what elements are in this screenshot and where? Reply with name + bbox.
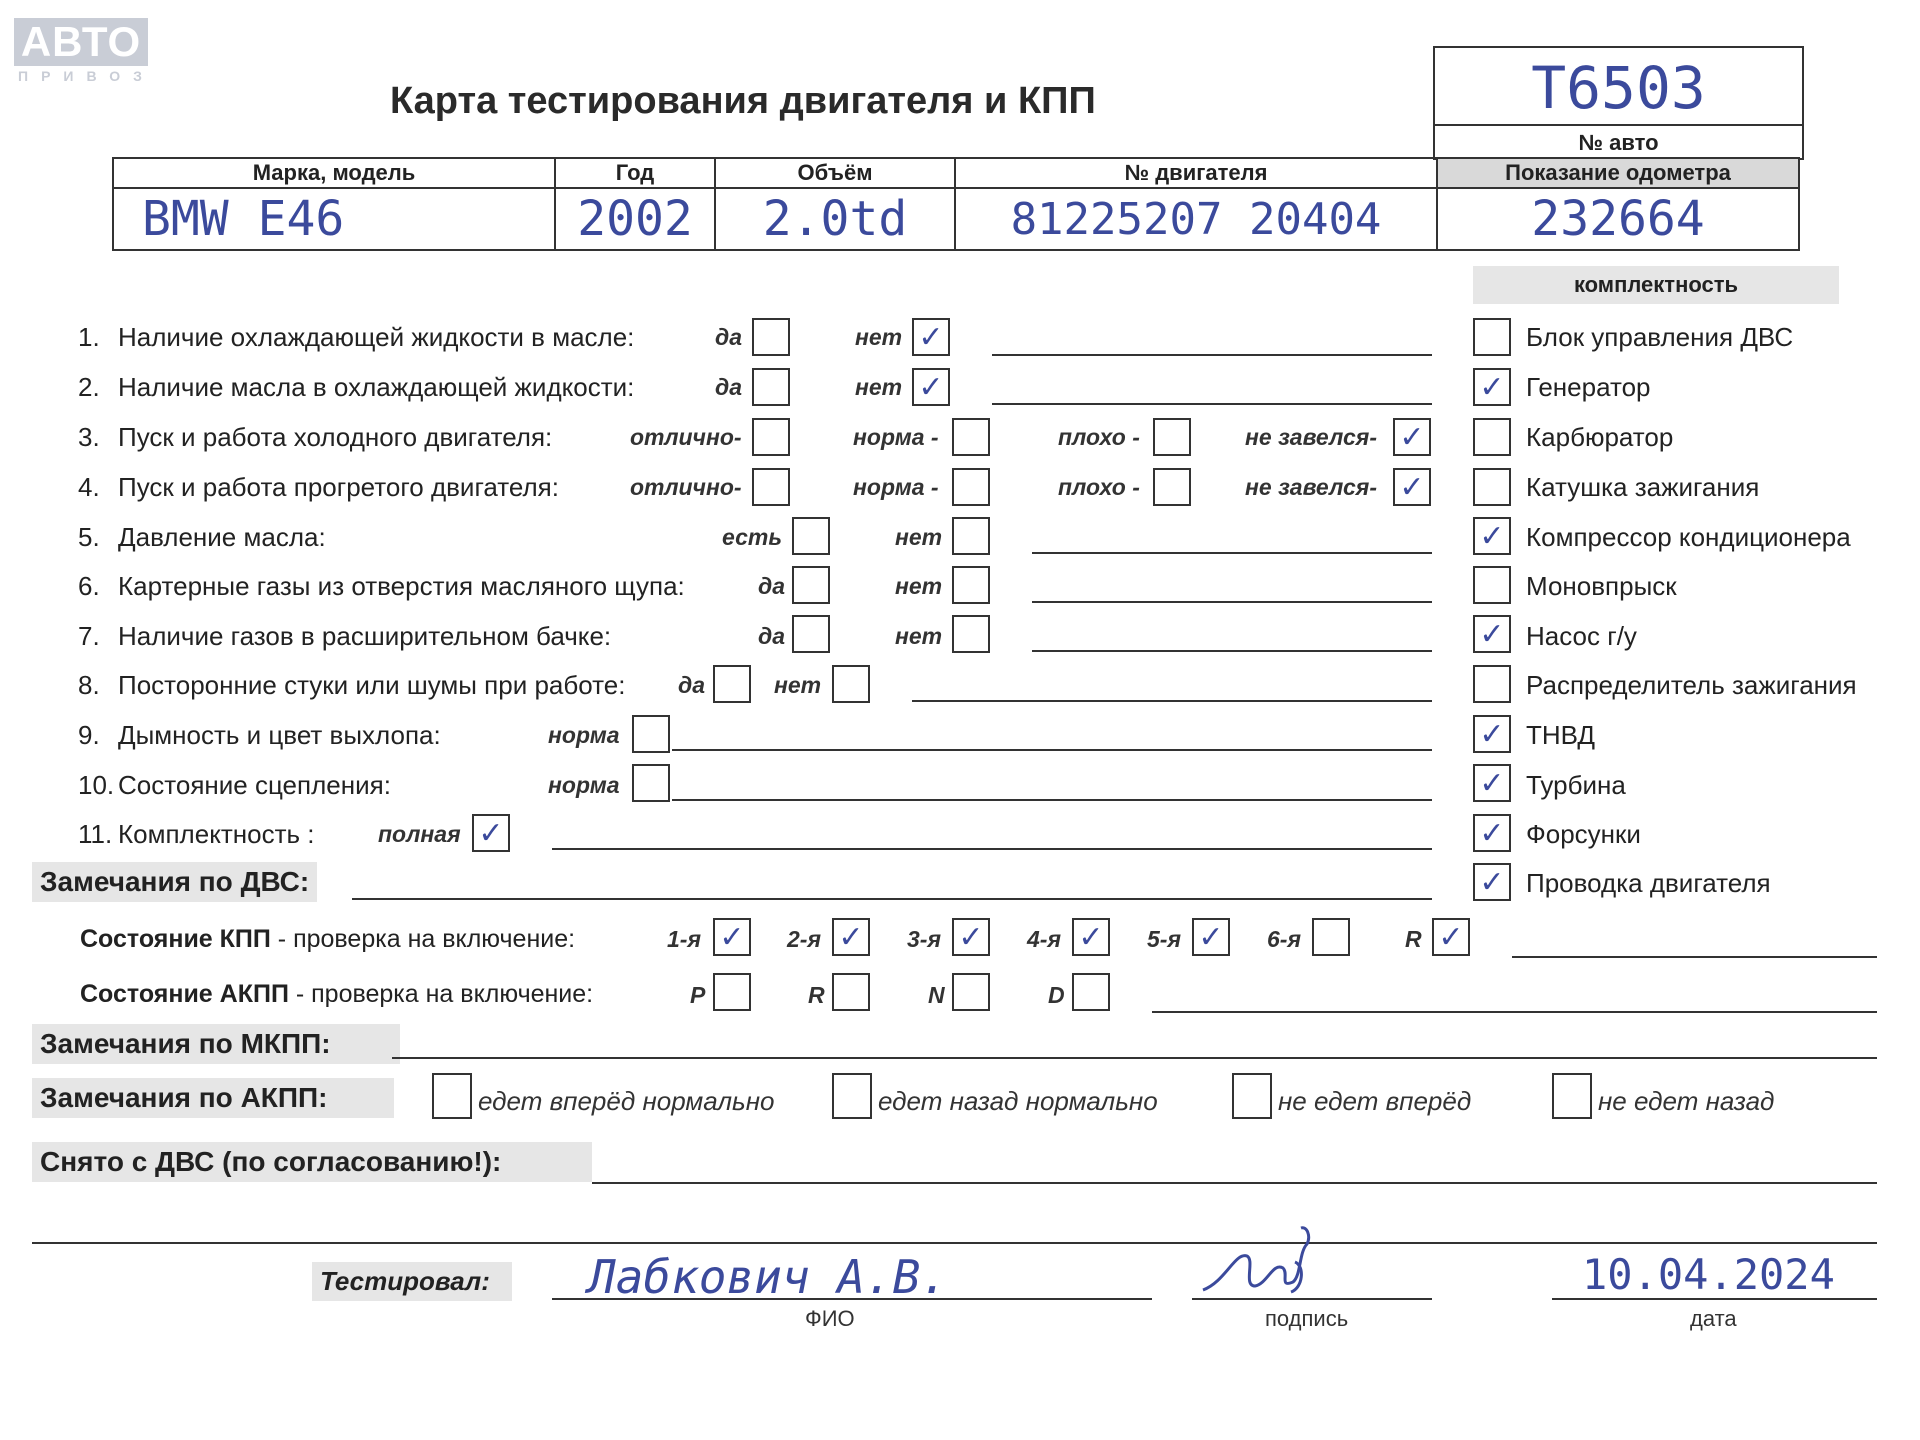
remark-line[interactable] — [992, 403, 1432, 405]
option-label: не завелся- — [1245, 474, 1377, 500]
question-text: Комплектность : — [118, 819, 315, 849]
option-label: нет — [895, 524, 943, 550]
checkbox[interactable] — [432, 1073, 472, 1119]
option-label: не завелся- — [1245, 424, 1377, 450]
option-label: да — [678, 672, 706, 698]
akpp-remark-option: едет назад нормально — [878, 1086, 1158, 1116]
akpp-label: Состояние АКПП - проверка на включение: — [80, 980, 594, 1008]
checkbox[interactable]: ✓ — [1473, 517, 1511, 555]
komplekt-item-label: ТНВД — [1526, 720, 1596, 750]
akpp-mode-label: N — [928, 982, 945, 1008]
signature-caption: подпись — [1265, 1306, 1349, 1331]
checkbox[interactable] — [952, 973, 990, 1011]
date-caption: дата — [1690, 1306, 1737, 1331]
remarks-akpp-label: Замечания по АКПП: — [32, 1078, 394, 1118]
option-label: нет — [855, 324, 903, 350]
question-number: 1. — [78, 322, 100, 352]
checkbox[interactable] — [632, 715, 670, 753]
checkbox[interactable] — [1312, 918, 1350, 956]
remark-line[interactable] — [1032, 552, 1432, 554]
value-year: 2002 — [555, 188, 715, 250]
checkbox[interactable] — [952, 418, 990, 456]
option-label: нет — [895, 623, 943, 649]
header-year: Год — [555, 158, 715, 188]
question-text: Наличие охлаждающей жидкости в масле: — [118, 322, 635, 352]
checkbox[interactable]: ✓ — [713, 918, 751, 956]
checkbox[interactable]: ✓ — [912, 318, 950, 356]
option-label: норма - — [853, 424, 939, 450]
checkbox[interactable]: ✓ — [1393, 468, 1431, 506]
option-label: нет — [895, 573, 943, 599]
komplekt-item-label: Карбюратор — [1526, 422, 1674, 452]
question-number: 5. — [78, 522, 100, 552]
option-label: норма — [548, 722, 620, 748]
checkbox[interactable]: ✓ — [472, 814, 510, 852]
checkbox[interactable]: ✓ — [952, 918, 990, 956]
gear-label: 1-я — [667, 926, 701, 952]
question-number: 7. — [78, 621, 100, 651]
checkbox[interactable] — [832, 1073, 872, 1119]
value-make-model: BMW E46 — [113, 188, 555, 250]
checkbox[interactable] — [1473, 318, 1511, 356]
checkbox[interactable]: ✓ — [1473, 615, 1511, 653]
kpp-label: Состояние КПП - проверка на включение: — [80, 925, 576, 953]
value-engine-number: 81225207 20404 — [955, 188, 1437, 250]
option-label: есть — [722, 524, 782, 550]
komplekt-item-label: Моновпрыск — [1526, 571, 1677, 601]
header-engine-number: № двигателя — [955, 158, 1437, 188]
checkbox[interactable] — [1473, 418, 1511, 456]
checkbox[interactable] — [832, 973, 870, 1011]
option-label: нет — [855, 374, 903, 400]
checkbox[interactable]: ✓ — [912, 368, 950, 406]
logo-subtitle: ПРИВОЗ — [18, 68, 155, 84]
remark-line[interactable] — [1032, 601, 1432, 603]
gear-label: 5-я — [1147, 926, 1181, 952]
checkbox[interactable] — [752, 418, 790, 456]
date-value: 10.04.2024 — [1582, 1250, 1835, 1299]
option-label: отлично- — [630, 474, 742, 500]
akpp-mode-label: P — [690, 982, 706, 1008]
checkbox[interactable] — [1473, 665, 1511, 703]
gear-label: 4-я — [1027, 926, 1061, 952]
question-number: 4. — [78, 472, 100, 502]
gear-label: 6-я — [1267, 926, 1301, 952]
page-title: Карта тестирования двигателя и КПП — [390, 80, 1096, 122]
checkbox[interactable]: ✓ — [1393, 418, 1431, 456]
checkbox[interactable] — [752, 318, 790, 356]
komplekt-item-label: Генератор — [1526, 372, 1651, 402]
question-text: Посторонние стуки или шумы при работе: — [118, 670, 626, 700]
remark-line[interactable] — [552, 848, 1432, 850]
option-label: норма - — [853, 474, 939, 500]
question-number: 9. — [78, 720, 100, 750]
fio-caption: ФИО — [805, 1306, 855, 1331]
checkbox[interactable] — [752, 368, 790, 406]
question-text: Давление масла: — [118, 522, 326, 552]
checkbox[interactable]: ✓ — [1473, 368, 1511, 406]
checkbox[interactable] — [832, 665, 870, 703]
checkbox[interactable] — [632, 764, 670, 802]
checkbox[interactable] — [1473, 566, 1511, 604]
question-text: Картерные газы из отверстия масляного щупа: — [118, 571, 685, 601]
checkbox[interactable] — [1552, 1073, 1592, 1119]
checkbox[interactable]: ✓ — [1473, 814, 1511, 852]
akpp-remark-option: не едет вперёд — [1278, 1086, 1472, 1116]
checkbox[interactable] — [792, 517, 830, 555]
question-number: 2. — [78, 372, 100, 402]
question-text: Наличие газов в расширительном бачке: — [118, 621, 612, 651]
removed-line-2[interactable] — [32, 1242, 1877, 1244]
checkbox[interactable]: ✓ — [832, 918, 870, 956]
header-volume: Объём — [715, 158, 955, 188]
question-number: 10. — [78, 770, 115, 800]
option-label: плохо - — [1058, 474, 1140, 500]
question-number: 11. — [78, 819, 113, 849]
checkbox[interactable] — [1153, 468, 1191, 506]
gear-label: R — [1405, 926, 1422, 952]
checkbox[interactable] — [1072, 973, 1110, 1011]
checkbox[interactable] — [752, 468, 790, 506]
tested-by-label: Тестировал: — [312, 1262, 512, 1301]
checkbox[interactable]: ✓ — [1473, 764, 1511, 802]
checkbox[interactable] — [952, 615, 990, 653]
checkbox[interactable] — [952, 566, 990, 604]
question-number: 3. — [78, 422, 100, 452]
akpp-remark-option: не едет назад — [1598, 1086, 1775, 1116]
checkbox[interactable] — [713, 973, 751, 1011]
checkbox[interactable] — [792, 615, 830, 653]
komplekt-item-label: Катушка зажигания — [1526, 472, 1760, 502]
option-label: плохо - — [1058, 424, 1140, 450]
checkbox[interactable]: ✓ — [1192, 918, 1230, 956]
remark-line[interactable] — [912, 700, 1432, 702]
question-number: 8. — [78, 670, 100, 700]
option-label: нет — [774, 672, 822, 698]
date-line[interactable] — [1552, 1298, 1877, 1300]
question-number: 6. — [78, 571, 100, 601]
option-label: да — [715, 324, 743, 350]
option-label: отлично- — [630, 424, 742, 450]
signature — [1195, 1222, 1355, 1302]
checkbox[interactable] — [1473, 468, 1511, 506]
checkbox[interactable]: ✓ — [1432, 918, 1470, 956]
gear-label: 2-я — [787, 926, 821, 952]
remarks-dvs-line[interactable] — [352, 898, 1432, 900]
checkbox[interactable]: ✓ — [1473, 863, 1511, 901]
header-odometer: Показание одометра — [1437, 158, 1799, 188]
option-label: да — [715, 374, 743, 400]
fio-value: Лабкович А.В. — [588, 1250, 949, 1304]
komplekt-item-label: Компрессор кондиционера — [1526, 522, 1851, 552]
removed-line[interactable] — [592, 1182, 1877, 1184]
option-label: норма — [548, 772, 620, 798]
kpp-remark-line[interactable] — [1512, 956, 1877, 958]
removed-from-dvs-label: Снято с ДВС (по согласованию!): — [32, 1142, 592, 1182]
akpp-mode-label: D — [1048, 982, 1065, 1008]
remarks-mkpp-label: Замечания по МКПП: — [32, 1024, 400, 1064]
value-volume: 2.0td — [715, 188, 955, 250]
akpp-remark-option: едет вперёд нормально — [478, 1086, 775, 1116]
checkbox[interactable] — [952, 468, 990, 506]
question-text: Наличие масла в охлаждающей жидкости: — [118, 372, 635, 402]
remarks-dvs-label: Замечания по ДВС: — [32, 862, 317, 902]
checkbox[interactable]: ✓ — [1072, 918, 1110, 956]
remark-line[interactable] — [992, 354, 1432, 356]
auto-number-label: № авто — [1578, 130, 1659, 155]
komplekt-item-label: Проводка двигателя — [1526, 868, 1771, 898]
option-label: полная — [378, 821, 461, 847]
auto-number-value: T6503 — [1531, 54, 1706, 122]
checkbox[interactable] — [792, 566, 830, 604]
remark-line[interactable] — [672, 799, 1432, 801]
question-text: Дымность и цвет выхлопа: — [118, 720, 441, 750]
question-text: Пуск и работа холодного двигателя: — [118, 422, 553, 452]
komplekt-item-label: Форсунки — [1526, 819, 1641, 849]
komplektnost-header: комплектность — [1473, 266, 1839, 304]
header-make-model: Марка, модель — [113, 158, 555, 188]
gear-label: 3-я — [907, 926, 941, 952]
akpp-remark-line[interactable] — [1152, 1011, 1877, 1013]
checkbox[interactable] — [713, 665, 751, 703]
komplekt-item-label: Насос г/у — [1526, 621, 1637, 651]
remark-line[interactable] — [1032, 650, 1432, 652]
auto-number-box — [1433, 46, 1804, 160]
komplekt-item-label: Распределитель зажигания — [1526, 670, 1857, 700]
akpp-mode-label: R — [808, 982, 825, 1008]
fio-line[interactable] — [552, 1298, 1152, 1300]
komplekt-item-label: Блок управления ДВС — [1526, 322, 1794, 352]
option-label: да — [758, 573, 786, 599]
question-text: Состояние сцепления: — [118, 770, 391, 800]
checkbox[interactable]: ✓ — [1473, 715, 1511, 753]
logo: АВТО — [14, 18, 148, 66]
checkbox[interactable] — [952, 517, 990, 555]
komplekt-item-label: Турбина — [1526, 770, 1626, 800]
remark-line[interactable] — [672, 749, 1432, 751]
question-text: Пуск и работа прогретого двигателя: — [118, 472, 559, 502]
checkbox[interactable] — [1232, 1073, 1272, 1119]
option-label: да — [758, 623, 786, 649]
checkbox[interactable] — [1153, 418, 1191, 456]
remarks-mkpp-line[interactable] — [392, 1057, 1877, 1059]
signature-line[interactable] — [1192, 1298, 1432, 1300]
vehicle-info-table — [112, 157, 1800, 251]
value-odometer: 232664 — [1437, 188, 1799, 250]
